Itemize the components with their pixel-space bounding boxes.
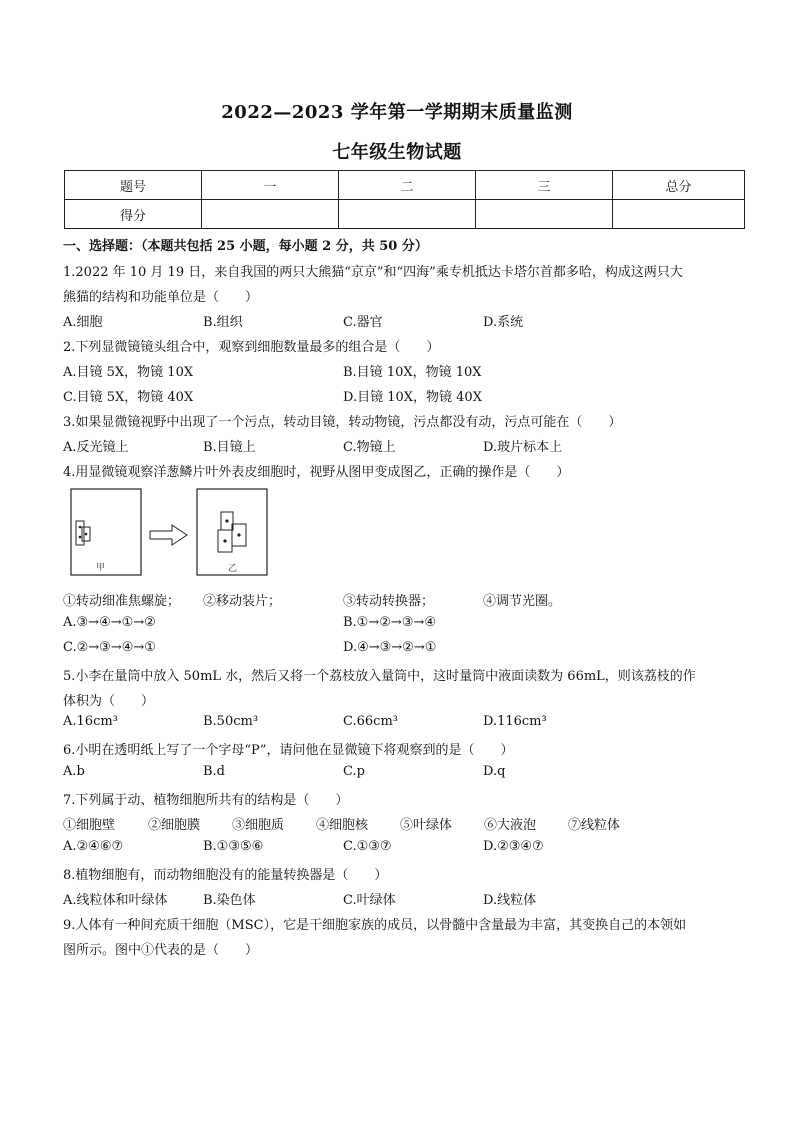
q1-option-d[interactable]: D.系统 xyxy=(483,315,524,330)
score-table-score-row xyxy=(65,200,745,229)
field-yi-label: 乙 xyxy=(228,564,238,574)
q4-step-2: ②移动装片； xyxy=(203,594,282,609)
nucleus xyxy=(223,539,226,542)
question-9-stem: 9.人体有一种间充质干细胞（MSC），它是干细胞家族的成员，以骨髓中含量最为丰富，其变换自己的本领如 xyxy=(63,918,687,933)
question-8-stem: 8.植物细胞有，而动物细胞没有的能量转换器是（ ） xyxy=(63,868,388,883)
question-5-stem: 5.小李在量筒中放入 50mL 水，然后又将一个荔枝放入量筒中，这时量筒中液面读数为 66mL，则该荔枝的作 xyxy=(63,669,696,684)
q5-option-a[interactable]: A.16cm³ xyxy=(63,714,118,729)
section-heading: 一、选择题：（本题共包括 25 小题，每小题 2 分，共 50 分） xyxy=(63,239,428,254)
score-cell[interactable] xyxy=(476,200,613,229)
q5-option-d[interactable]: D.116cm³ xyxy=(483,714,547,729)
q6-option-d[interactable]: D.q xyxy=(483,764,506,779)
question-2-stem: 2.下列显微镜镜头组合中，观察到细胞数量最多的组合是（ ） xyxy=(63,340,440,355)
q1-option-b[interactable]: B.组织 xyxy=(203,315,243,330)
score-table xyxy=(64,170,745,229)
score-table-header-row xyxy=(65,171,745,200)
q8-option-a[interactable]: A.线粒体和叶绿体 xyxy=(63,893,168,908)
q7-option-d[interactable]: D.②③④⑦ xyxy=(483,839,544,854)
q2-option-b[interactable]: B.目镜 10X，物镜 10X xyxy=(343,365,482,380)
question-1-stem: 1.2022 年 10 月 19 日，来自我国的两只大熊猫“京京”和“四海”乘专机抵达卡塔尔首都多哈，构成这两只大 xyxy=(63,265,683,280)
q7-item: ②细胞膜 xyxy=(148,818,201,833)
q2-option-c[interactable]: C.目镜 5X，物镜 40X xyxy=(63,390,194,405)
q4-option-c[interactable]: C.②→③→④→① xyxy=(63,640,156,655)
q6-option-a[interactable]: A.b xyxy=(63,764,85,779)
field-jia-label: 甲 xyxy=(96,563,106,573)
question-6-stem: 6.小明在透明纸上写了一个字母“P”，请问他在显微镜下将观察到的是（ ） xyxy=(63,743,514,758)
exam-subtitle: 七年级生物试题 xyxy=(332,142,462,163)
question-3-stem: 3.如果显微镜视野中出现了一个污点，转动目镜，转动物镜，污点都没有动，污点可能在（ ） xyxy=(63,415,622,430)
q4-step-4: ④调节光圈。 xyxy=(483,594,562,609)
q4-option-b[interactable]: B.①→②→③→④ xyxy=(343,615,436,630)
nucleus xyxy=(237,533,240,536)
q3-option-d[interactable]: D.玻片标本上 xyxy=(483,440,563,455)
microscope-field-figure xyxy=(70,487,270,579)
q7-item: ④细胞核 xyxy=(316,818,369,833)
score-cell[interactable] xyxy=(202,200,339,229)
q1-option-a[interactable]: A.细胞 xyxy=(63,315,103,330)
score-header-cell: 总分 xyxy=(613,171,745,200)
q8-option-c[interactable]: C.叶绿体 xyxy=(343,893,396,908)
score-header-cell: 一 xyxy=(202,171,339,200)
nucleus xyxy=(79,526,82,529)
q3-option-a[interactable]: A.反光镜上 xyxy=(63,440,129,455)
question-7-stem: 7.下列属于动、植物细胞所共有的结构是（ ） xyxy=(63,793,349,808)
q5-option-c[interactable]: C.66cm³ xyxy=(343,714,398,729)
q3-option-b[interactable]: B.目镜上 xyxy=(203,440,256,455)
q7-option-c[interactable]: C.①③⑦ xyxy=(343,839,392,854)
q7-item: ⑦线粒体 xyxy=(568,818,621,833)
q1-option-c[interactable]: C.器官 xyxy=(343,315,383,330)
question-4-stem: 4.用显微镜观察洋葱鳞片叶外表皮细胞时，视野从图甲变成图乙，正确的操作是（ ） xyxy=(63,465,570,480)
q7-item: ①细胞壁 xyxy=(63,818,116,833)
score-cell[interactable] xyxy=(339,200,476,229)
nucleus xyxy=(225,519,228,522)
q8-option-b[interactable]: B.染色体 xyxy=(203,893,256,908)
q5-option-b[interactable]: B.50cm³ xyxy=(203,714,259,729)
score-header-cell: 题号 xyxy=(65,171,202,200)
q7-item: ⑥大液泡 xyxy=(484,818,537,833)
q7-item: ⑤叶绿体 xyxy=(400,818,453,833)
nucleus xyxy=(85,533,88,536)
q7-item: ③细胞质 xyxy=(232,818,285,833)
q4-option-d[interactable]: D.④→③→②→① xyxy=(343,640,437,655)
q4-step-3: ③转动转换器； xyxy=(343,594,435,609)
q4-option-a[interactable]: A.③→④→①→② xyxy=(63,615,156,630)
transition-arrow-icon xyxy=(150,525,187,545)
q6-option-c[interactable]: C.p xyxy=(343,764,365,779)
nucleus xyxy=(79,536,82,539)
score-header-cell: 三 xyxy=(476,171,613,200)
score-cell[interactable] xyxy=(613,200,745,229)
q4-step-1: ①转动细准焦螺旋； xyxy=(63,594,181,609)
q8-option-d[interactable]: D.线粒体 xyxy=(483,893,537,908)
question-9-stem-cont: 图所示。图中①代表的是（ ） xyxy=(63,943,259,958)
q6-option-b[interactable]: B.d xyxy=(203,764,226,779)
question-5-stem-cont: 体积为（ ） xyxy=(63,694,155,709)
q7-option-b[interactable]: B.①③⑤⑥ xyxy=(203,839,264,854)
q2-option-d[interactable]: D.目镜 10X，物镜 40X xyxy=(343,390,482,405)
score-row-label: 得分 xyxy=(65,200,202,229)
score-header-cell: 二 xyxy=(339,171,476,200)
q3-option-c[interactable]: C.物镜上 xyxy=(343,440,396,455)
question-1-stem-cont: 熊猫的结构和功能单位是（ ） xyxy=(63,290,259,305)
q2-option-a[interactable]: A.目镜 5X，物镜 10X xyxy=(63,365,194,380)
q7-option-a[interactable]: A.②④⑥⑦ xyxy=(63,839,124,854)
exam-title: 2022—2023 学年第一学期期末质量监测 xyxy=(221,102,573,123)
